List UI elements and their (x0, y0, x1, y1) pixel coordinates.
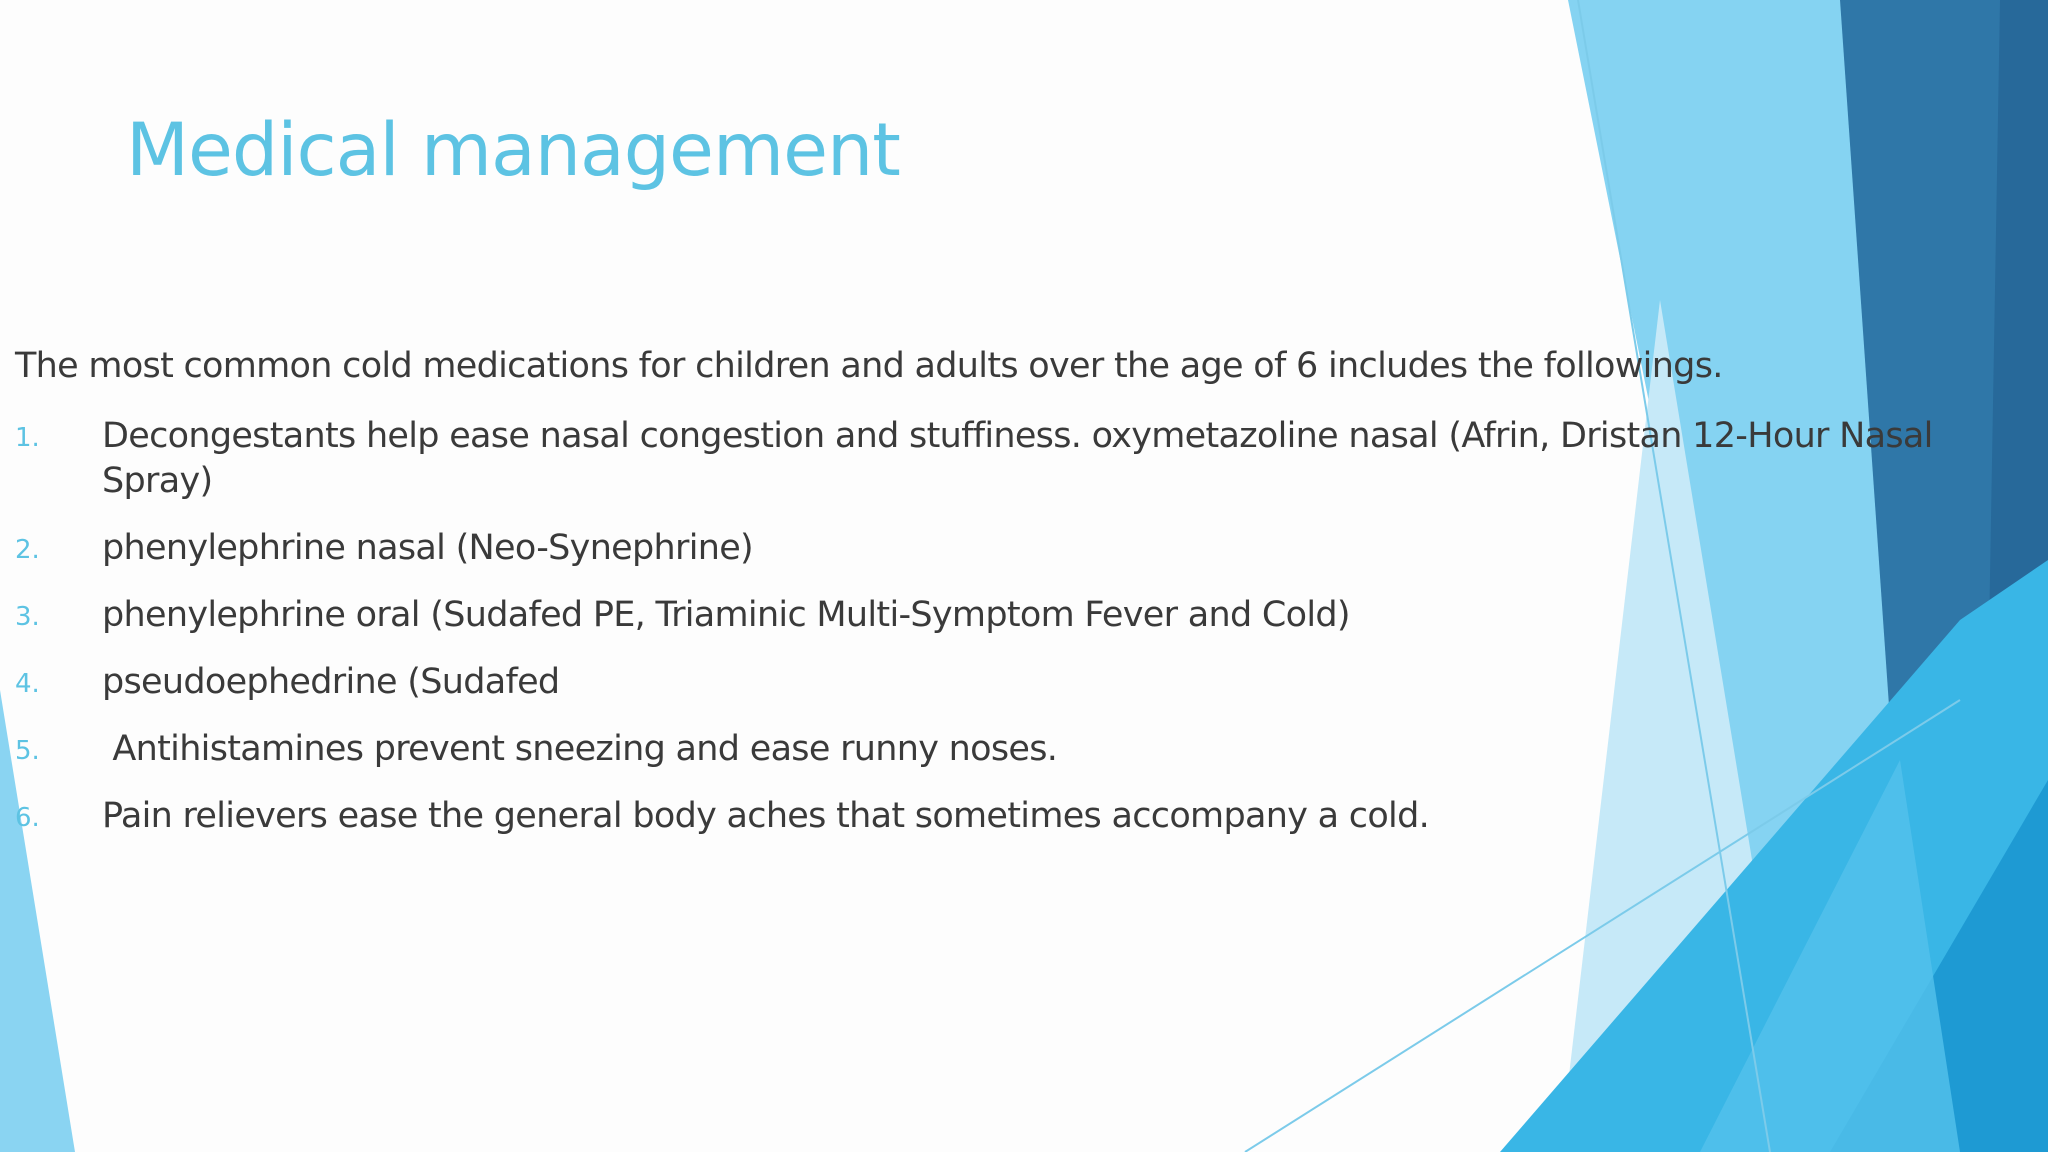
list-item-text: phenylephrine nasal (Neo-Synephrine) (102, 528, 753, 568)
list-item (0, 660, 1975, 705)
list-number: 1. (15, 423, 40, 453)
list-item (0, 794, 1975, 839)
list-item-text: Decongestants help ease nasal congestion and stuffiness. oxymetazoline nasal (Afrin, Dristan 12-Hour Nasal Spray) (102, 416, 1933, 501)
list-item-text: Antihistamines prevent sneezing and ease runny noses. (102, 729, 1058, 769)
list-item (0, 526, 1975, 571)
intro-text: The most common cold medications for children and adults over the age of 6 includes the followings. (15, 346, 1723, 386)
list-item-text: Pain relievers ease the general body aches that sometimes accompany a cold. (102, 796, 1430, 836)
list-number: 5. (15, 736, 40, 766)
medication-list (0, 414, 1975, 861)
list-number: 2. (15, 535, 40, 565)
list-number: 6. (15, 803, 40, 833)
list-number: 3. (15, 602, 40, 632)
list-item-text: pseudoephedrine (Sudafed (102, 662, 560, 702)
slide-title: Medical management (126, 108, 900, 193)
list-number: 4. (15, 669, 40, 699)
list-item (0, 593, 1975, 638)
list-item-text: phenylephrine oral (Sudafed PE, Triaminic Multi-Symptom Fever and Cold) (102, 595, 1350, 635)
list-item (0, 414, 1975, 504)
list-item (0, 727, 1975, 772)
